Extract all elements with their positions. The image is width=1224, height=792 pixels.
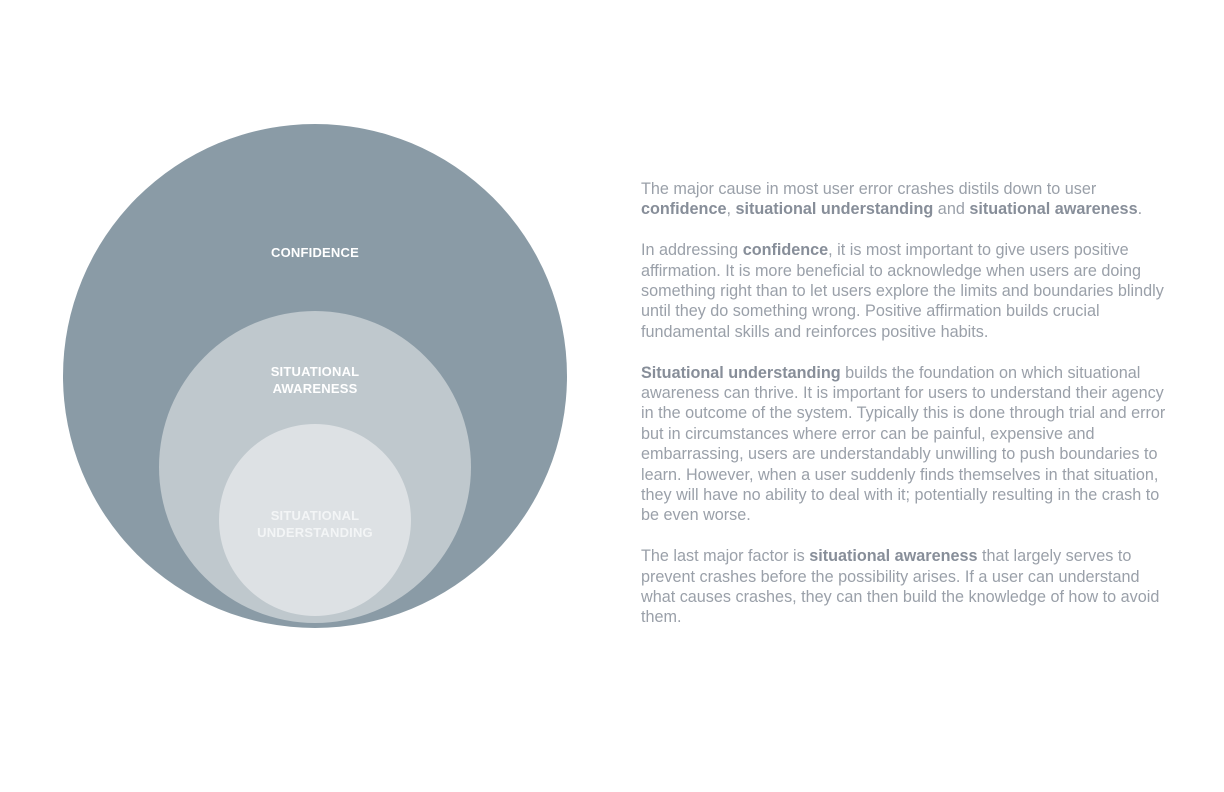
- text-run: and: [933, 200, 970, 219]
- text-run: .: [1137, 200, 1143, 219]
- confidence-label: CONFIDENCE: [271, 245, 359, 260]
- emphasis-situational-understanding: situational understanding: [735, 200, 934, 219]
- situational-awareness-paragraph: [641, 546, 1171, 628]
- text-run: that largely serves to prevent crashes before the possibility arises. If a user can understand what causes crashes, they can then build the knowledge of how to avoid them.: [641, 547, 1160, 627]
- intro-paragraph: [641, 179, 1171, 220]
- text-run: In addressing: [641, 241, 743, 260]
- text-run: , it is most important to give users positive affirmation. It is more beneficial to acknowledge when users are doing something right than to let users explore the limits and boundaries blindly until they do something wrong. Positive affirmation builds crucial fundamental skills and reinforces positive habits.: [641, 241, 1164, 341]
- confidence-paragraph: [641, 240, 1171, 342]
- situational-awareness-label: SITUATIONAL AWARENESS: [270, 364, 360, 396]
- text-run: The last major factor is: [641, 547, 810, 566]
- text-run: The major cause in most user error crashes distils down to user: [641, 180, 1097, 198]
- text-run: builds the foundation on which situational awareness can thrive. It is important for users to understand their agency in the outcome of the system. Typically this is done through trial and error but in circumstances where error can be painful, expensive and embarrassing, users are understandably unwilling to push boundaries to learn. However, when a user suddenly finds themselves in that situation, they will have no ability to deal with it; potentially resulting in the crash to be even worse.: [641, 363, 1166, 525]
- explanation-text: [641, 179, 1171, 628]
- situational-understanding-label: SITUATIONAL UNDERSTANDING: [257, 508, 373, 540]
- situational-understanding-paragraph: [641, 363, 1171, 526]
- text-run: ,: [726, 200, 736, 219]
- emphasis-confidence: confidence: [742, 241, 829, 260]
- emphasis-situational-awareness: situational awareness: [809, 547, 978, 566]
- emphasis-confidence: confidence: [641, 200, 727, 219]
- emphasis-situational-awareness: situational awareness: [969, 200, 1138, 219]
- emphasis-situational-understanding: Situational understanding: [641, 363, 841, 382]
